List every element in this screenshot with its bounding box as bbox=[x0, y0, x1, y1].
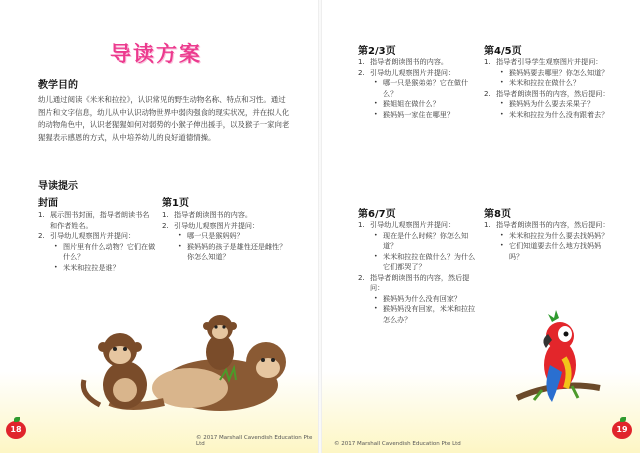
copyright-footer: © 2017 Marshall Cavendish Education Pte Ltd bbox=[334, 441, 461, 447]
bullet-icon: • bbox=[500, 100, 504, 107]
p67-heading: 第6/7页 bbox=[358, 209, 396, 220]
question-list bbox=[370, 78, 476, 120]
question-text: 猴妈妈要去哪里？你怎么知道？ bbox=[509, 67, 609, 77]
step-text: 引导幼儿观察图片并提问： bbox=[50, 231, 136, 240]
question-item bbox=[374, 252, 476, 273]
question-text: 哪一只是猴妈妈？ bbox=[187, 231, 244, 240]
parrot-illustration bbox=[512, 310, 602, 410]
step-item bbox=[38, 210, 156, 231]
question-item bbox=[374, 99, 476, 110]
step-number: 2. bbox=[484, 88, 491, 98]
step-text: 指导者引导学生观察图片并提问： bbox=[496, 57, 603, 66]
page-title: 导读方案 bbox=[110, 42, 202, 66]
step-number: 2. bbox=[358, 272, 365, 282]
step-number: 2. bbox=[358, 67, 365, 77]
copyright-footer: © 2017 Marshall Cavendish Education Pte Ltd bbox=[196, 435, 313, 447]
question-item bbox=[500, 241, 610, 262]
question-text: 猴妈妈为什么没有回家？ bbox=[383, 293, 462, 303]
step-number: 2. bbox=[38, 231, 45, 240]
bullet-icon: • bbox=[54, 242, 58, 250]
step-text: 引导幼儿观察图片并提问： bbox=[370, 67, 456, 77]
question-text: 猴妈妈为什么要去采果子？ bbox=[509, 99, 595, 108]
step-text: 指导者朗读图书的内容，然后提问： bbox=[370, 272, 470, 292]
question-item bbox=[500, 110, 610, 121]
p1-steps bbox=[162, 210, 292, 263]
step-text: 指导者朗读图书的内容。 bbox=[174, 210, 253, 219]
question-list bbox=[50, 242, 156, 274]
p8-steps bbox=[484, 220, 610, 262]
page-number-badge-right bbox=[612, 419, 634, 439]
step-item bbox=[484, 57, 610, 89]
bullet-icon: • bbox=[178, 232, 182, 239]
question-item bbox=[178, 242, 292, 263]
question-text: 猴姐姐在做什么？ bbox=[383, 99, 440, 108]
bullet-icon: • bbox=[500, 79, 504, 86]
p1-heading: 第1页 bbox=[162, 198, 189, 209]
step-item bbox=[162, 210, 292, 221]
question-text: 猴妈妈的孩子是雄性还是雌性？你怎么知道？ bbox=[187, 241, 287, 261]
bullet-icon: • bbox=[500, 110, 504, 118]
step-item bbox=[358, 220, 476, 273]
step-number: 1. bbox=[484, 57, 491, 66]
step-number: 1. bbox=[162, 210, 169, 219]
question-text: 现在是什么时候？你怎么知道？ bbox=[383, 230, 469, 250]
question-list bbox=[174, 231, 292, 263]
question-item bbox=[178, 231, 292, 242]
bullet-icon: • bbox=[374, 100, 378, 107]
step-item bbox=[484, 89, 610, 121]
bullet-icon: • bbox=[374, 110, 378, 118]
step-number: 1. bbox=[484, 220, 491, 229]
tips-heading: 导读提示 bbox=[38, 181, 78, 192]
question-item bbox=[500, 231, 610, 242]
page-number: 18 bbox=[10, 425, 22, 434]
question-list bbox=[496, 68, 610, 89]
question-text: 米米和拉拉在做什么？ bbox=[509, 78, 580, 87]
question-item bbox=[500, 78, 610, 89]
question-list bbox=[370, 231, 476, 273]
p23-heading: 第2/3页 bbox=[358, 46, 396, 57]
cover-steps bbox=[38, 210, 156, 273]
bullet-icon: • bbox=[500, 68, 504, 76]
step-item bbox=[162, 221, 292, 263]
question-item bbox=[500, 99, 610, 110]
bullet-icon: • bbox=[500, 242, 504, 249]
right-page bbox=[320, 0, 640, 453]
question-list bbox=[496, 99, 610, 120]
step-text: 引导幼儿观察图片并提问： bbox=[370, 220, 456, 229]
p45-steps bbox=[484, 57, 610, 120]
book-gutter bbox=[318, 0, 322, 453]
question-item bbox=[374, 78, 476, 99]
bullet-icon: • bbox=[374, 252, 378, 260]
question-text: 哪一只是猴弟弟？它在做什么？ bbox=[383, 78, 469, 98]
question-text: 图片里有什么动物？它们在做什么？ bbox=[63, 241, 156, 261]
question-text: 米米和拉拉为什么要去找妈妈？ bbox=[509, 230, 609, 240]
question-item bbox=[374, 231, 476, 252]
step-number: 1. bbox=[358, 220, 365, 229]
bullet-icon: • bbox=[500, 231, 504, 239]
step-item bbox=[358, 57, 476, 68]
question-item bbox=[54, 263, 156, 274]
question-text: 它们知道要去什么地方找妈妈吗？ bbox=[509, 241, 602, 261]
question-text: 猴妈妈没有回家，米米和拉拉怎么办？ bbox=[383, 304, 476, 324]
bullet-icon: • bbox=[178, 242, 182, 250]
question-list bbox=[496, 231, 610, 263]
step-text: 展示图书封面，指导者朗读书名和作者姓名。 bbox=[50, 210, 150, 230]
question-item bbox=[374, 294, 476, 305]
goal-text: 幼儿通过阅读《米米和拉拉》，认识常见的野生动物名称、特点和习性。通过图片和文字信息，幼儿从中认识动物世界中弱肉强食的现实状况，并在拟人化的动物角色中，认识老猩猩如何对弱势的小猴子伸出援手，以及猴子一家向老猩猩表示感恩的方式，从中培养幼儿的良好道德情操。 bbox=[38, 95, 290, 142]
question-item bbox=[54, 242, 156, 263]
step-item bbox=[358, 68, 476, 121]
p8-heading: 第8页 bbox=[484, 209, 511, 220]
step-item bbox=[358, 273, 476, 326]
question-item bbox=[374, 110, 476, 121]
bullet-icon: • bbox=[374, 305, 378, 312]
bullet-icon: • bbox=[374, 79, 378, 86]
step-text: 指导者朗读图书的内容，然后提问： bbox=[496, 220, 610, 229]
question-text: 米米和拉拉在做什么？为什么它们都哭了？ bbox=[383, 251, 476, 271]
p67-steps bbox=[358, 220, 476, 325]
step-text: 指导者朗读图书的内容。 bbox=[370, 57, 449, 66]
bullet-icon: • bbox=[374, 231, 378, 239]
question-item bbox=[500, 68, 610, 79]
question-item bbox=[374, 304, 476, 325]
p45-heading: 第4/5页 bbox=[484, 46, 522, 57]
step-item bbox=[38, 231, 156, 273]
step-number: 1. bbox=[38, 210, 45, 219]
p23-steps bbox=[358, 57, 476, 120]
step-item bbox=[484, 220, 610, 262]
goal-heading: 教学目的 bbox=[38, 80, 78, 91]
step-number: 2. bbox=[162, 220, 169, 230]
question-text: 猴妈妈一家住在哪里？ bbox=[383, 109, 454, 119]
page-number: 19 bbox=[616, 425, 628, 434]
bullet-icon: • bbox=[374, 294, 378, 302]
monkeys-illustration bbox=[70, 290, 290, 425]
question-text: 米米和拉拉为什么没有跟着去？ bbox=[509, 109, 609, 119]
step-text: 指导者朗读图书的内容，然后提问： bbox=[496, 88, 610, 98]
bullet-icon: • bbox=[54, 263, 58, 271]
step-text: 引导幼儿观察图片并提问： bbox=[174, 220, 260, 230]
step-number: 1. bbox=[358, 57, 365, 66]
question-list bbox=[370, 294, 476, 326]
question-text: 米米和拉拉是谁？ bbox=[63, 262, 120, 272]
cover-heading: 封面 bbox=[38, 198, 58, 209]
page-number-badge-left bbox=[6, 419, 28, 439]
